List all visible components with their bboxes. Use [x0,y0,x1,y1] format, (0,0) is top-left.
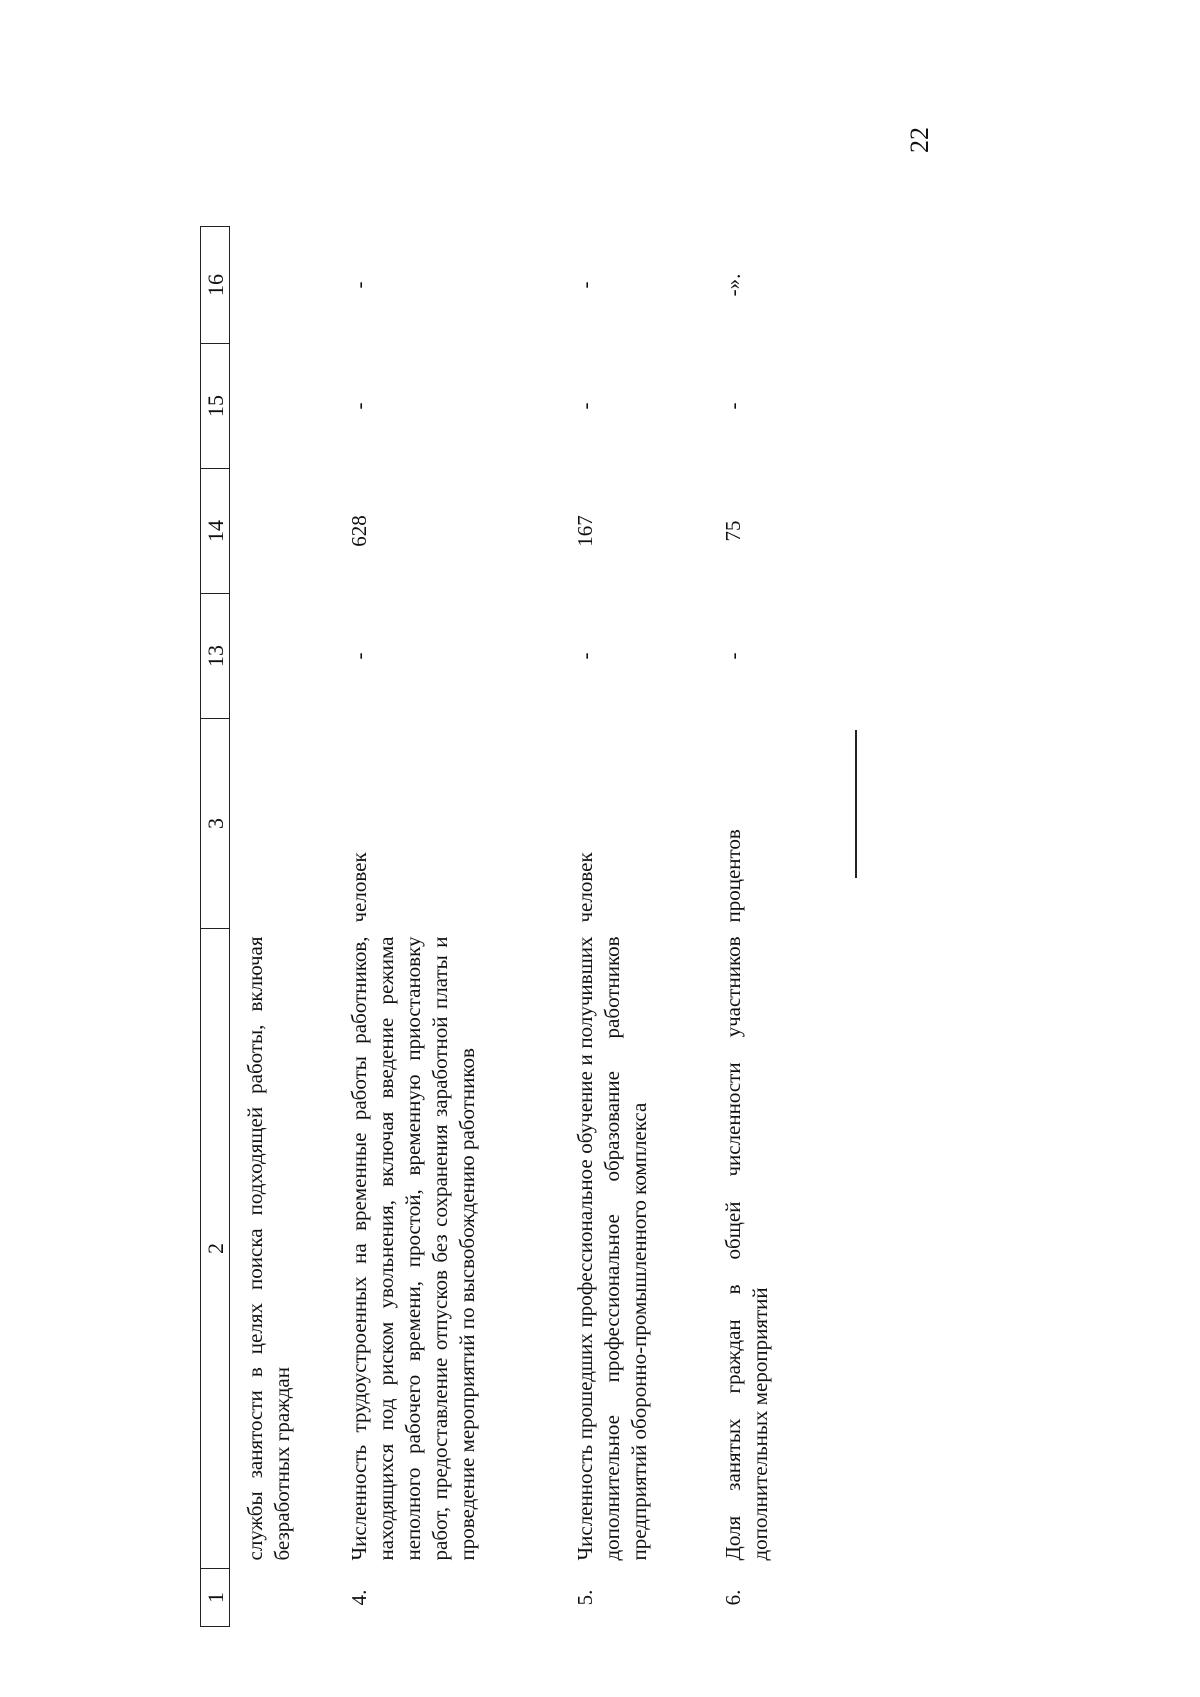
unit-cell: человек [573,852,597,923]
value-col-13: - [347,652,371,660]
row-number: 6. [721,1589,745,1606]
end-separator-line [855,730,857,878]
unit-cell: человек [347,852,371,923]
value-col-16: -». [721,273,745,297]
header-col-3: 3 [201,719,230,929]
header-col-14: 14 [201,469,230,594]
value-col-13: - [721,652,745,660]
value-col-14: 75 [721,520,745,542]
value-col-16 [230,227,333,344]
indicator-text: Численность трудоустроенных на временные работы работников, находящихся под риском увольнения, включая введение режима неполного рабочего времени, простой, временную приостановку работ, предоставление отпусков без сохранения заработной платы и проведение мероприятий по высвобождению работников [347,936,479,1561]
value-col-15: - [721,402,745,410]
indicator-text: Доля занятых граждан в общей численности участников дополнительных мероприятий [721,936,772,1561]
row-number: 5. [573,1589,597,1606]
unit-cell: процентов [721,829,745,923]
value-col-14 [230,469,333,594]
header-col-2: 2 [201,929,230,1569]
indicator-text: Численность прошедших профессиональное обучение и получивших дополнительное профессиональное образование работников предприятий оборонно-промышленного комплекса [573,936,651,1561]
table-row [706,227,840,1627]
table-row [230,227,333,1627]
header-col-1: 1 [201,1569,230,1627]
value-col-13: - [573,652,597,660]
value-col-14: 628 [347,515,371,547]
value-col-15: - [573,402,597,410]
indicator-text: службы занятости в целях поиска подходящей работы, включая безработных граждан [243,936,294,1561]
indicators-table [200,226,840,1627]
header-row [201,227,230,1627]
value-col-15 [230,344,333,469]
unit-cell [230,719,333,929]
header-col-13: 13 [201,594,230,719]
value-col-16: - [573,281,597,289]
table-row [558,227,706,1627]
value-col-14: 167 [573,515,597,547]
page-number: 22 [905,127,934,153]
row-number [230,1569,333,1627]
header-col-15: 15 [201,344,230,469]
table-row [332,227,558,1627]
header-col-16: 16 [201,227,230,344]
rotated-table-wrapper [200,227,980,1627]
value-col-16: - [347,281,371,289]
value-col-15: - [347,402,371,410]
value-col-13 [230,594,333,719]
row-number: 4. [347,1589,371,1606]
